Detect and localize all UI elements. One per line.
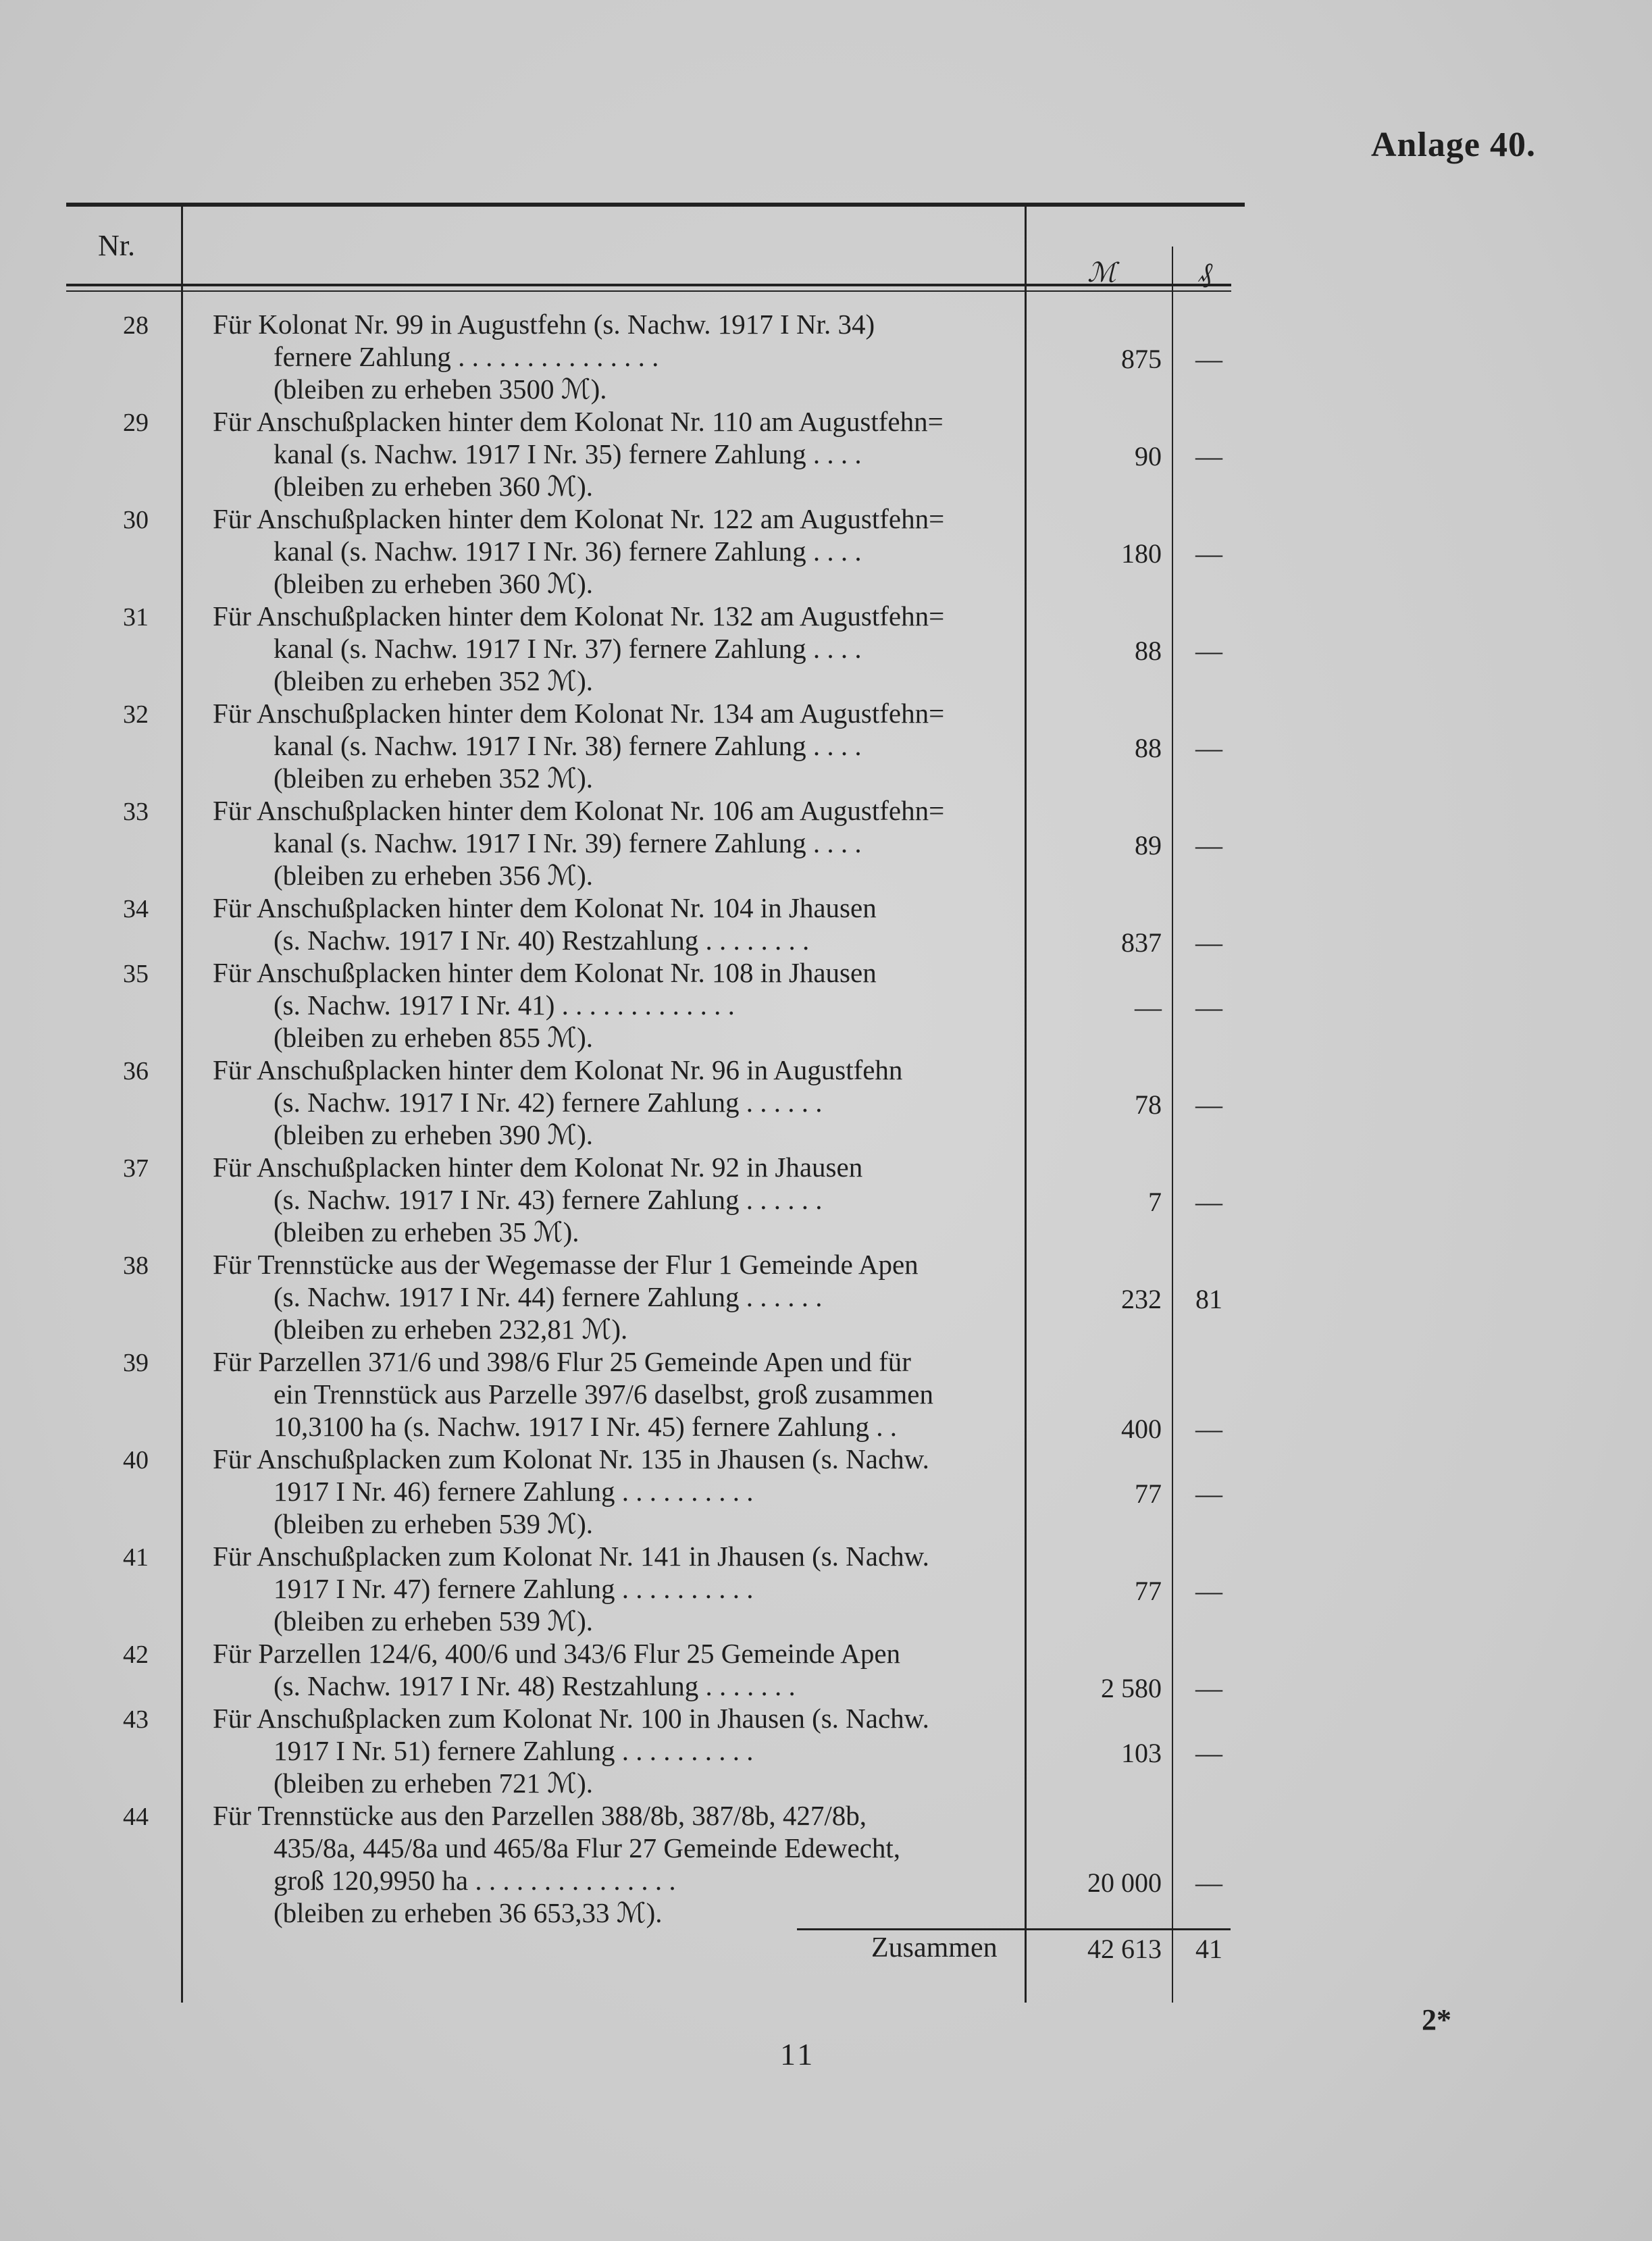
row-number: 34 <box>123 895 149 923</box>
row-number: 40 <box>123 1446 149 1474</box>
description-line: (s. Nachw. 1917 I Nr. 42) fernere Zahlung . . . . . . <box>274 1087 823 1118</box>
row-description <box>213 1637 1003 1702</box>
description-line: (bleiben zu erheben 356 ℳ). <box>274 860 594 891</box>
description-line: (bleiben zu erheben 539 ℳ). <box>274 1508 594 1539</box>
row-number: 28 <box>123 311 149 340</box>
row-description <box>213 1345 1003 1443</box>
column-header-mark: ℳ <box>1087 257 1116 288</box>
description-line: (bleiben zu erheben 855 ℳ). <box>274 1022 594 1053</box>
row-pfennig-amount: — <box>1195 927 1222 958</box>
mark-column-divider <box>1172 247 1173 2003</box>
description-line: Für Anschußplacken zum Kolonat Nr. 100 in Jhausen (s. Nachw. <box>213 1703 929 1734</box>
description-line: kanal (s. Nachw. 1917 I Nr. 38) fernere Zahlung . . . . <box>274 730 862 761</box>
description-line: 435/8a, 445/8a und 465/8a Flur 27 Gemeinde Edewecht, <box>274 1832 900 1863</box>
description-line: (bleiben zu erheben 352 ℳ). <box>274 665 594 696</box>
column-header-pfennig: ₰ <box>1199 257 1212 288</box>
signature-mark: 2* <box>1422 2003 1451 2036</box>
description-line: (s. Nachw. 1917 I Nr. 48) Restzahlung . . . . . . . <box>274 1670 796 1701</box>
description-line: (bleiben zu erheben 232,81 ℳ). <box>274 1314 628 1345</box>
row-pfennig-amount: — <box>1195 441 1222 471</box>
row-pfennig-amount: — <box>1195 1414 1222 1444</box>
row-mark-amount: 400 <box>1121 1414 1162 1444</box>
description-line: (s. Nachw. 1917 I Nr. 40) Restzahlung . . . . . . . . <box>274 925 810 956</box>
description-line: Für Anschußplacken hinter dem Kolonat Nr. 134 am Augustfehn= <box>213 698 945 729</box>
description-line: (bleiben zu erheben 36 653,33 ℳ). <box>274 1897 663 1928</box>
description-line: (bleiben zu erheben 35 ℳ). <box>274 1216 579 1247</box>
description-line: 1917 I Nr. 47) fernere Zahlung . . . . . . . . . . <box>274 1573 754 1604</box>
description-line: Für Anschußplacken hinter dem Kolonat Nr. 110 am Augustfehn= <box>213 406 944 437</box>
row-description <box>213 503 1003 600</box>
row-pfennig-amount: — <box>1195 636 1222 666</box>
description-line: kanal (s. Nachw. 1917 I Nr. 36) fernere Zahlung . . . . <box>274 536 862 567</box>
row-number: 36 <box>123 1057 149 1085</box>
description-line: Für Trennstücke aus der Wegemasse der Flur 1 Gemeinde Apen <box>213 1249 919 1280</box>
row-mark-amount: 77 <box>1135 1478 1162 1509</box>
row-description <box>213 892 1003 956</box>
row-description <box>213 697 1003 794</box>
row-pfennig-amount: — <box>1195 1576 1222 1606</box>
description-line: Für Parzellen 124/6, 400/6 und 343/6 Flur 25 Gemeinde Apen <box>213 1638 901 1669</box>
row-pfennig-amount: — <box>1195 344 1222 374</box>
row-mark-amount: 88 <box>1135 733 1162 763</box>
row-number: 42 <box>123 1641 149 1669</box>
row-pfennig-amount: — <box>1195 992 1222 1023</box>
description-line: kanal (s. Nachw. 1917 I Nr. 35) fernere Zahlung . . . . <box>274 438 862 469</box>
row-number: 39 <box>123 1349 149 1377</box>
row-description <box>213 1540 1003 1637</box>
row-description <box>213 405 1003 503</box>
description-line: Für Anschußplacken hinter dem Kolonat Nr. 108 in Jhausen <box>213 957 877 988</box>
description-line: (bleiben zu erheben 721 ℳ). <box>274 1768 594 1799</box>
row-mark-amount: 103 <box>1121 1738 1162 1768</box>
row-number: 41 <box>123 1543 149 1572</box>
description-line: 1917 I Nr. 46) fernere Zahlung . . . . . . . . . . <box>274 1476 754 1507</box>
row-pfennig-amount: — <box>1195 1187 1222 1217</box>
total-mark: 42 613 <box>1087 1934 1162 1964</box>
sum-rule-amounts <box>1025 1928 1231 1930</box>
description-line: (s. Nachw. 1917 I Nr. 41) . . . . . . . . . . . . . <box>274 989 735 1021</box>
row-number: 29 <box>123 409 149 437</box>
row-number: 44 <box>123 1803 149 1831</box>
page-number: 11 <box>780 2037 816 2071</box>
row-number: 30 <box>123 506 149 534</box>
row-description <box>213 1248 1003 1345</box>
description-line: kanal (s. Nachw. 1917 I Nr. 37) fernere Zahlung . . . . <box>274 633 862 664</box>
description-line: Für Trennstücke aus den Parzellen 388/8b, 387/8b, 427/8b, <box>213 1800 867 1831</box>
row-pfennig-amount: — <box>1195 1868 1222 1898</box>
description-line: fernere Zahlung . . . . . . . . . . . . . . . <box>274 341 659 372</box>
row-mark-amount: 837 <box>1121 927 1162 958</box>
description-line: (s. Nachw. 1917 I Nr. 43) fernere Zahlung . . . . . . <box>274 1184 823 1215</box>
description-line: (s. Nachw. 1917 I Nr. 44) fernere Zahlung . . . . . . <box>274 1281 823 1312</box>
nr-column-divider <box>181 206 183 2003</box>
row-description <box>213 1054 1003 1151</box>
row-pfennig-amount: — <box>1195 733 1222 763</box>
description-line: ein Trennstück aus Parzelle 397/6 daselbst, groß zusammen <box>274 1379 933 1410</box>
row-description <box>213 600 1003 697</box>
description-line: Für Anschußplacken hinter dem Kolonat Nr. 92 in Jhausen <box>213 1152 863 1183</box>
row-description <box>213 1702 1003 1799</box>
row-mark-amount: 20 000 <box>1087 1868 1162 1898</box>
row-number: 33 <box>123 798 149 826</box>
row-pfennig-amount: — <box>1195 538 1222 569</box>
row-mark-amount: 88 <box>1135 636 1162 666</box>
row-mark-amount: 78 <box>1135 1089 1162 1120</box>
row-number: 43 <box>123 1705 149 1734</box>
row-mark-amount: 180 <box>1121 538 1162 569</box>
table-top-rule <box>66 203 1245 207</box>
description-line: Für Anschußplacken hinter dem Kolonat Nr. 104 in Jhausen <box>213 892 877 923</box>
description-line: (bleiben zu erheben 3500 ℳ). <box>274 374 607 405</box>
description-line: 10,3100 ha (s. Nachw. 1917 I Nr. 45) fernere Zahlung . . <box>274 1411 898 1442</box>
row-description <box>213 1443 1003 1540</box>
row-pfennig-amount: — <box>1195 1478 1222 1509</box>
description-line: kanal (s. Nachw. 1917 I Nr. 39) fernere Zahlung . . . . <box>274 827 862 858</box>
row-number: 38 <box>123 1252 149 1280</box>
total-label: Zusammen <box>871 1932 998 1963</box>
description-line: Für Kolonat Nr. 99 in Augustfehn (s. Nachw. 1917 I Nr. 34) <box>213 309 875 340</box>
row-mark-amount: 2 580 <box>1101 1673 1162 1703</box>
description-line: 1917 I Nr. 51) fernere Zahlung . . . . . . . . . . <box>274 1735 754 1766</box>
description-line: Für Anschußplacken hinter dem Kolonat Nr. 96 in Augustfehn <box>213 1054 903 1085</box>
row-mark-amount: — <box>1135 992 1162 1023</box>
description-line: (bleiben zu erheben 360 ℳ). <box>274 568 594 599</box>
description-line: groß 120,9950 ha . . . . . . . . . . . . . . . <box>274 1865 676 1896</box>
description-line: (bleiben zu erheben 360 ℳ). <box>274 471 594 502</box>
description-line: (bleiben zu erheben 390 ℳ). <box>274 1119 594 1150</box>
row-description <box>213 956 1003 1054</box>
description-line: (bleiben zu erheben 539 ℳ). <box>274 1605 594 1637</box>
column-header-nr: Nr. <box>98 229 135 262</box>
desc-column-divider <box>1025 206 1027 2003</box>
row-pfennig-amount: — <box>1195 1673 1222 1703</box>
description-line: Für Anschußplacken hinter dem Kolonat Nr. 106 am Augustfehn= <box>213 795 945 826</box>
row-number: 32 <box>123 700 149 729</box>
row-description <box>213 308 1003 405</box>
row-pfennig-amount: 81 <box>1195 1284 1222 1314</box>
row-pfennig-amount: — <box>1195 1738 1222 1768</box>
row-description <box>213 794 1003 892</box>
description-line: Für Parzellen 371/6 und 398/6 Flur 25 Gemeinde Apen und für <box>213 1346 911 1377</box>
row-mark-amount: 875 <box>1121 344 1162 374</box>
total-pfennig: 41 <box>1195 1934 1222 1964</box>
description-line: Für Anschußplacken hinter dem Kolonat Nr. 132 am Augustfehn= <box>213 600 945 632</box>
appendix-label: Anlage 40. <box>1371 126 1536 164</box>
row-mark-amount: 89 <box>1135 830 1162 860</box>
row-number: 31 <box>123 603 149 632</box>
header-bottom-rule <box>66 284 1231 286</box>
description-line: Für Anschußplacken hinter dem Kolonat Nr. 122 am Augustfehn= <box>213 503 945 534</box>
row-mark-amount: 90 <box>1135 441 1162 471</box>
row-number: 35 <box>123 960 149 988</box>
description-line: Für Anschußplacken zum Kolonat Nr. 141 in Jhausen (s. Nachw. <box>213 1541 929 1572</box>
row-mark-amount: 7 <box>1148 1187 1162 1217</box>
description-line: Für Anschußplacken zum Kolonat Nr. 135 in Jhausen (s. Nachw. <box>213 1443 929 1474</box>
row-mark-amount: 232 <box>1121 1284 1162 1314</box>
row-number: 37 <box>123 1154 149 1183</box>
row-pfennig-amount: — <box>1195 830 1222 860</box>
row-mark-amount: 77 <box>1135 1576 1162 1606</box>
description-line: (bleiben zu erheben 352 ℳ). <box>274 763 594 794</box>
row-pfennig-amount: — <box>1195 1089 1222 1120</box>
header-bottom-rule-2 <box>66 290 1231 292</box>
row-description <box>213 1799 1003 1929</box>
row-description <box>213 1151 1003 1248</box>
